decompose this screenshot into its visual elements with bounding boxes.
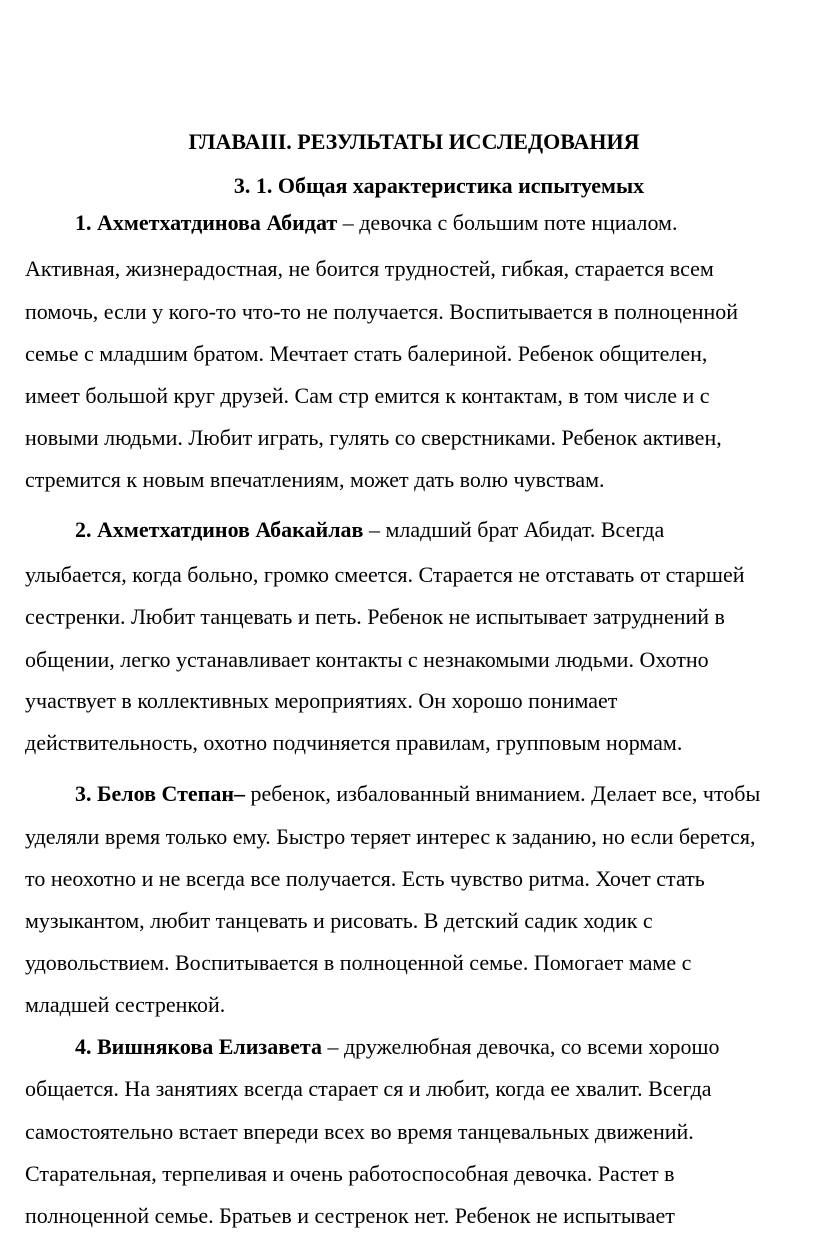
paragraph-line: [75, 208, 677, 238]
paragraph-line: то неохотно и не всегда все получается. Есть чувство ритма. Хочет стать: [25, 866, 705, 891]
paragraph-line: самостоятельно встает впереди всех во время танцевальных движений.: [25, 1119, 694, 1144]
paragraph-line: сестренки. Любит танцевать и петь. Ребенок не испытывает затруднений в: [25, 604, 725, 629]
subject-name: 1. Ахметхатдинова Абидат: [75, 210, 338, 235]
paragraph-line: общении, легко устанавливает контакты с незнакомыми людьми. Охотно: [25, 647, 709, 672]
paragraph-line: общается. На занятиях всегда старает ся и любит, когда ее хвалит. Всегда: [25, 1076, 712, 1101]
line-text: – младший брат Абидат. Всегда: [363, 517, 665, 542]
paragraph-line: [75, 1032, 719, 1062]
paragraph-line: младшей сестренкой.: [25, 992, 226, 1017]
paragraph-line: новыми людьми. Любит играть, гулять со сверстниками. Ребенок активен,: [25, 425, 722, 450]
paragraph-line: музыкантом, любит танцевать и рисовать. В детский садик ходик с: [25, 908, 653, 933]
paragraph-line: имеет большой круг друзей. Сам стр емится к контактам, в том числе и с: [25, 383, 710, 408]
paragraph-line: [75, 515, 664, 545]
paragraph-line: улыбается, когда больно, громко смеется. Старается не отставать от старшей: [25, 562, 745, 587]
line-text: ребенок, избалованный вниманием. Делает все, чтобы: [245, 781, 761, 806]
paragraph-line: полноценной семье. Братьев и сестренок нет. Ребенок не испытывает: [25, 1203, 675, 1228]
paragraph-line: [75, 779, 760, 809]
paragraph-line: помочь, если у кого-то что-то не получается. Воспитывается в полноценной: [25, 299, 739, 324]
paragraph-line: участвует в коллективных мероприятиях. Он хорошо понимает: [25, 688, 618, 713]
subject-name: 4. Вишнякова Елизавета: [75, 1034, 322, 1059]
paragraph-line: семье с младшим братом. Мечтает стать балериной. Ребенок общителен,: [25, 341, 708, 366]
paragraph-line: стремится к новым впечатлениям, может дать волю чувствам.: [25, 467, 605, 492]
paragraph-line: уделяли время только ему. Быстро теряет интерес к заданию, но если берется,: [25, 824, 756, 849]
paragraph-line: действительность, охотно подчиняется правилам, групповым нормам.: [25, 730, 683, 755]
line-text: – дружелюбная девочка, со всеми хорошо: [321, 1034, 720, 1059]
chapter-title: ГЛАВАIII. РЕЗУЛЬТАТЫ ИССЛЕДОВАНИЯ: [188, 129, 640, 154]
section-title: 3. 1. Общая характеристика испытуемых: [233, 173, 645, 198]
line-text: – девочка с большим поте нциалом.: [337, 210, 678, 235]
paragraph-line: Старательная, терпеливая и очень работоспособная девочка. Растет в: [25, 1161, 675, 1186]
paragraph-line: Активная, жизнерадостная, не боится трудностей, гибкая, старается всем: [25, 256, 714, 281]
paragraph-line: удовольствием. Воспитывается в полноценной семье. Помогает маме с: [25, 950, 692, 975]
subject-name: 3. Белов Степан–: [75, 781, 246, 806]
subject-name: 2. Ахметхатдинов Абакайлав: [75, 517, 364, 542]
